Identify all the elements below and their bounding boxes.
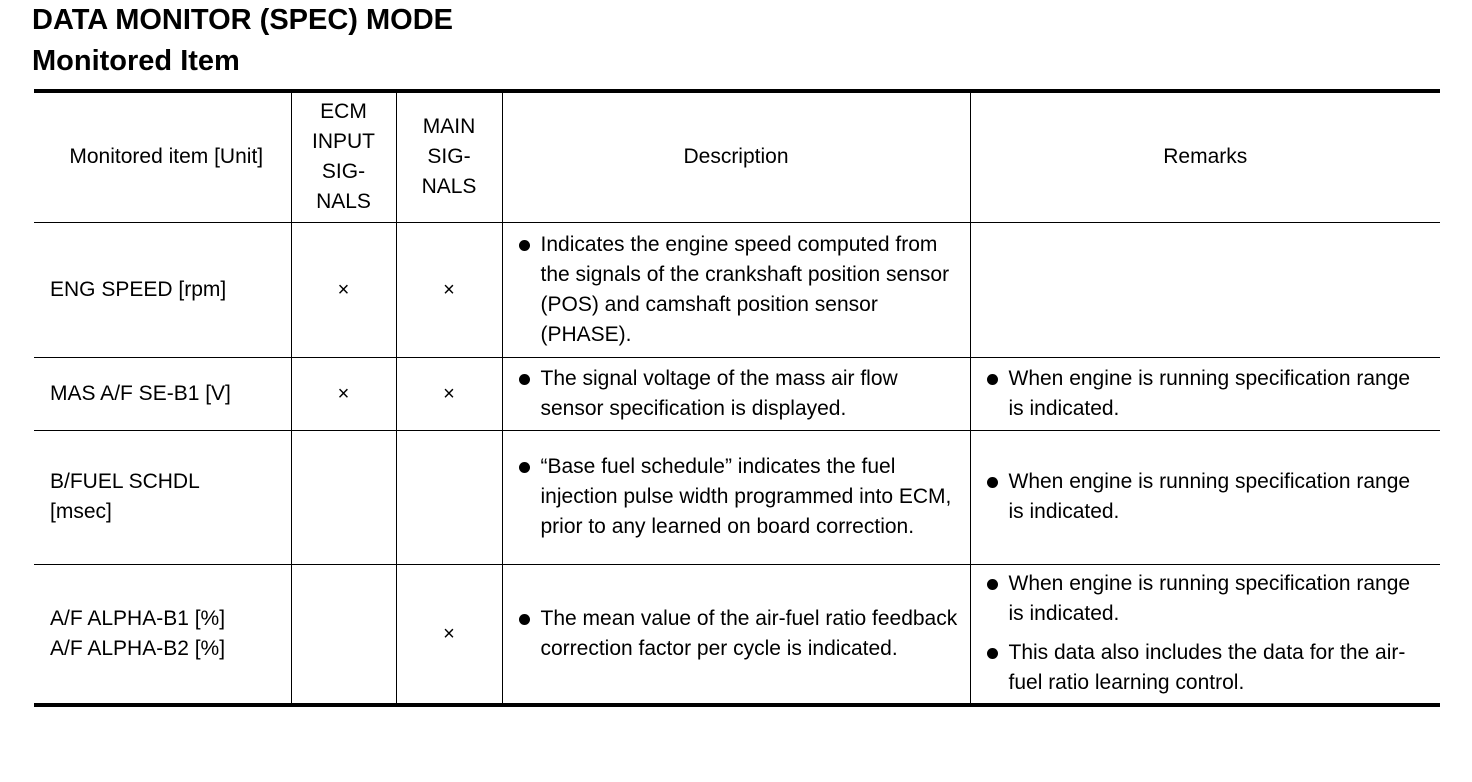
table-row xyxy=(34,222,1440,357)
bullet-icon xyxy=(987,648,998,659)
cell-main-signal-mark xyxy=(396,430,502,564)
header-remarks: Remarks xyxy=(970,91,1440,222)
description-item: “Base fuel schedule” indicates the fuel injection pulse width programmed into ECM, prior to any learned on board correction. xyxy=(519,452,960,542)
cell-ecm-input-mark xyxy=(291,564,396,705)
description-item: The signal voltage of the mass air flow sensor specification is displayed. xyxy=(519,364,960,424)
bullet-icon xyxy=(519,614,530,625)
table-row xyxy=(34,357,1440,430)
bullet-icon xyxy=(987,374,998,385)
bullet-icon xyxy=(987,579,998,590)
cell-monitored-item: ENG SPEED [rpm] xyxy=(34,222,291,357)
header-monitored-item: Monitored item [Unit] xyxy=(34,91,291,222)
cell-description xyxy=(502,430,970,564)
section-subtitle: Monitored Item xyxy=(32,45,240,77)
cell-remarks xyxy=(970,222,1440,357)
cell-monitored-item xyxy=(34,564,291,705)
bullet-icon xyxy=(519,374,530,385)
page-title: DATA MONITOR (SPEC) MODE xyxy=(32,4,454,36)
cell-main-signal-mark: × xyxy=(396,222,502,357)
header-main-signals: MAIN SIG-NALS xyxy=(396,91,502,222)
cell-ecm-input-mark xyxy=(291,430,396,564)
cell-main-signal-mark: × xyxy=(396,564,502,705)
description-item: The mean value of the air-fuel ratio feedback correction factor per cycle is indicated. xyxy=(519,604,960,664)
bullet-icon xyxy=(519,462,530,473)
cell-remarks xyxy=(970,564,1440,705)
cell-remarks xyxy=(970,357,1440,430)
cell-main-signal-mark: × xyxy=(396,357,502,430)
bullet-icon xyxy=(987,477,998,488)
cell-ecm-input-mark: × xyxy=(291,357,396,430)
remark-item: When engine is running specification range is indicated. xyxy=(987,467,1431,527)
cell-monitored-item: MAS A/F SE-B1 [V] xyxy=(34,357,291,430)
cell-description xyxy=(502,357,970,430)
remark-item: This data also includes the data for the air-fuel ratio learning control. xyxy=(987,638,1431,698)
remark-item: When engine is running specification range is indicated. xyxy=(987,569,1431,629)
description-item: Indicates the engine speed computed from the signals of the crankshaft position sensor (POS) and camshaft position sensor (PHASE). xyxy=(519,230,960,350)
cell-description xyxy=(502,564,970,705)
remark-item: When engine is running specification range is indicated. xyxy=(987,364,1431,424)
table-row xyxy=(34,564,1440,705)
table-row xyxy=(34,430,1440,564)
cell-ecm-input-mark: × xyxy=(291,222,396,357)
item-line-b1: A/F ALPHA-B1 [%] xyxy=(50,606,226,630)
header-description: Description xyxy=(502,91,970,222)
monitored-items-table xyxy=(34,89,1440,707)
item-line-b2: A/F ALPHA-B2 [%] xyxy=(50,636,226,660)
cell-description xyxy=(502,222,970,357)
cell-remarks xyxy=(970,430,1440,564)
cell-monitored-item: B/FUEL SCHDL [msec] xyxy=(34,430,291,564)
bullet-icon xyxy=(519,240,530,251)
header-ecm-input-signals: ECM INPUT SIG-NALS xyxy=(291,91,396,222)
table-header-row xyxy=(34,91,1440,222)
